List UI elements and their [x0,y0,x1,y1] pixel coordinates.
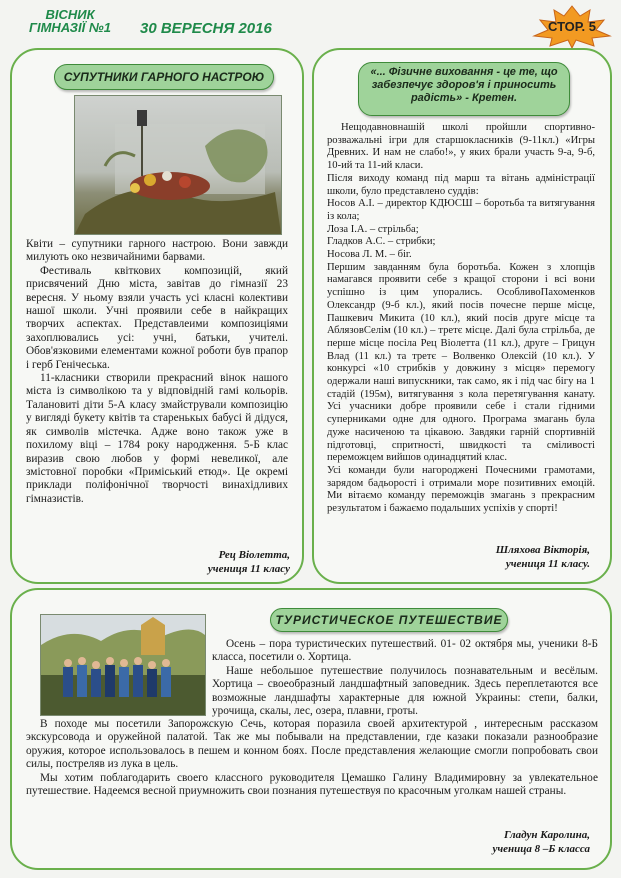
page-number: СТОР. 5 [548,18,596,34]
right-author: Шляхова Вікторія, [495,544,590,556]
jury-item: Гладков А.С. – стрибки; [327,236,436,248]
newspaper-title [10,8,130,34]
bottom-article-heading: ТУРИСТИЧЕСКОЕ ПУТЕШЕСТВИЕ [270,608,508,632]
bottom-paragraph: Мы хотим поблагодарить своего классного руководителя Цемашко Галину Владимировну за увлекательное путешествие. Надеемся весной приумножить свои познания путешествуя по красочным уголкам нашей страны. [26,771,598,798]
jury-item: Носова Л. М. – біг. [327,249,412,261]
bottom-article-intro [212,638,598,718]
newspaper-title-line2: ГІМНАЗІЇ №1 [28,20,112,35]
class-trip-photo [40,614,206,716]
right-article-body [327,122,595,516]
flower-composition-photo [74,95,282,235]
jury-item: Носов А.І. – директор КДЮСШ – боротьба та витягування із кола; [327,198,595,222]
left-article-signature [150,548,290,576]
right-body: Першим завданням була боротьба. Кожен з хлопців намагався проявити себе з кращої сторони і всі вони успішно із цим упорались. ОсобливоПахоменков Олександр (9-б кл.), який посів почесне перше місце, Пашкевич Микита (10 кл.), який посів друге місце та АблязовСелім (10 кл.) – третє місце. Далі була стрільба, де перше місце посіла Рец Віолетта (11 кл.), друге – Грицун Влад (11 кл.) та третє – Волвенко Олексій (10 кл.). У конкурсі «10 стрибків у довжину з місця» перемогу одержали наші випускники, так само, як і під час бігу на 1 стадій (195м), витягування з кола перетягування канату. Усі учасники добре проявили себе і стали гідними суперниками одне для одного. Програма змагань була дуже насиченою та цікавою. Завдяки гарній спортивній підготовці, спритності, швидкості та сміливості переможцем вийшов одинадцятий клас. [327,261,595,464]
left-article-heading: СУПУТНИКИ ГАРНОГО НАСТРОЮ [54,64,274,90]
right-closing: Усі команди були нагороджені Почесними грамотами, зарядом бадьорості і отримали море позитивних емоцій. Ми вітаємо команду переможців змагань з прекрасним результатом і бажаємо подальших успіхів у спорті! [327,464,595,515]
issue-date: 30 ВЕРЕСНЯ 2016 [140,20,272,37]
bottom-article-signature [440,828,590,856]
right-author-role: учениця 11 класу. [505,558,590,570]
right-article-signature [450,543,590,571]
jury-item: Лоза І.А. – стрільба; [327,223,419,235]
right-intro: Нещодавновнашій школі пройшли спортивно-розважальні ігри для старшокласників (9-11кл.) «Игры Древних. И нам не слабо!», у яких брали участь 9-а, 9-б, 10-ий та 11-ий класи. [327,122,595,172]
bottom-author-role: ученица 8 –Б класса [492,843,590,855]
right-article-heading: «... Фізичне виховання - це те, що забезпечує здоров'я і приносить радість» - Кретен. [358,62,570,116]
left-paragraph: Квіти – супутники гарного настрою. Вони завжди милують око незвичайними барвами. [26,238,288,264]
left-paragraph: Фестиваль квіткових композицій, який присвячений Дню міста, завітав до гімназії 23 вересня. У ньому взяли участь усі класні колективи нашої школи. Учні проявили себе в найкращих творчих аспектах. Представлеими композиціями захоплювались усі: учні, батьки, учителі. Обов'язковими елементами кожної роботи був прапор і герб Генічеська. [26,264,288,371]
flower-photo-illustration [75,96,281,234]
left-paragraph: 11-класники створили прекрасний вінок нашого міста із символікою та у відповідній гамі кольорів. Талановиті діти 5-А класу змайстрували композицію у вигляді букету квітів та старенькых бабусі й дідуся, як символів містечка. Адже воно також уже в похилому віці – 1784 року народження. 5-Б клас виразив свою любов у формі невеликої, але змістовної поробки «Приміський етюд». Це окремі приклади поліфонічної творчості винахідливих гімназистів. [26,372,288,505]
bottom-paragraph: Наше небольшое путешествие получилось познавательным и весёлым. Хортица – своеобразный ландшафтный заповедник. Здесь переплетаются все возможные ландшафты характерные для южной Украины: степи, балки, урочища, скалы, лес, озера, плавни, гроты. [212,664,598,718]
left-article-body [26,238,288,506]
left-author: Рец Віолетта, [218,549,290,561]
bottom-article-body [26,718,598,798]
bottom-author: Гладун Каролина, [503,829,590,841]
left-author-role: учениця 11 класу [207,563,290,575]
page-number-badge [532,4,612,48]
right-jury-intro: Після виходу команд під марш та вітань адміністрації школи, було представлено суддів: [327,172,595,197]
bottom-paragraph: Осень – пора туристических путешествий. 01- 02 октября мы, ученики 8-Б класса, посетили о. Хортица. [212,638,598,664]
group-photo-illustration [41,615,205,715]
newspaper-title-line1: ВІСНИК [45,7,95,22]
bottom-paragraph: В походе мы посетили Запорожскую Сечь, которая поразила своей архитектурой , интересным рассказом экскурсовода и оружейной палатой. Так же мы побывали на представлении, где казаки показали разнообразие оружия, которое использовалось в пешем и конном боях. После представления желающие смогли попробовать свои силы, постреляв из лука в цель. [26,718,598,771]
